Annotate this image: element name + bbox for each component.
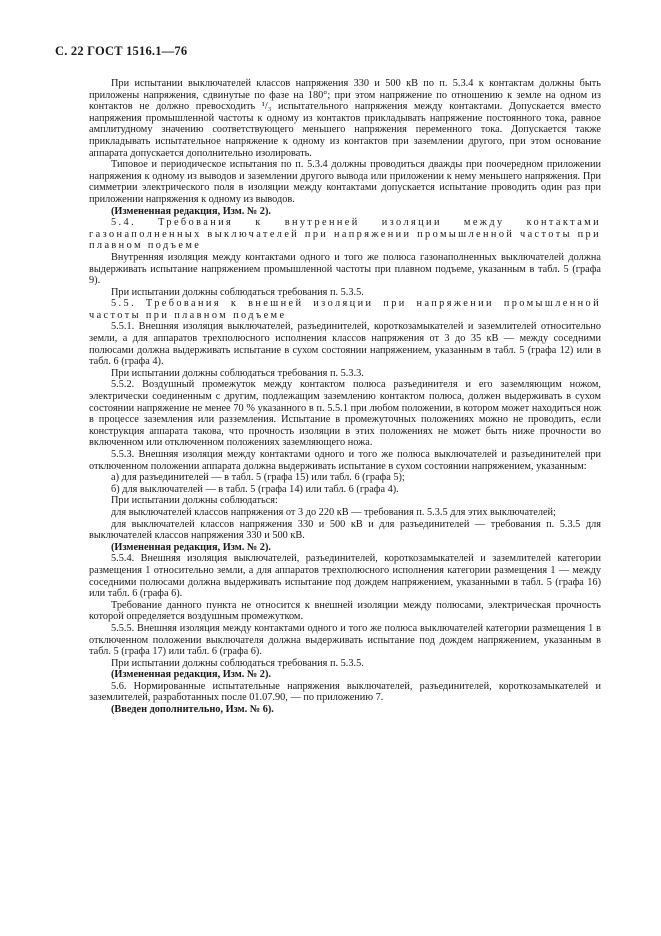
- document-body: [89, 78, 601, 716]
- paragraph: 5.5.5. Внешняя изоляция между контактами одного и того же полюса выключателей категории размещения 1 в отключенном положении выключателя должна выдерживать испытание под дождем напряжением, указанным в табл. 5 (графа 17) или табл. 6 (графа 6).: [89, 622, 601, 658]
- amendment-note: (Введен дополнительно, Изм. № 6).: [111, 704, 274, 716]
- section-heading: 5.4. Требования к внутренней изоляции между контактами газонаполненных выключателей при напряжении промышленной частоты при плавном подъеме: [89, 217, 601, 252]
- paragraph: При испытании должны соблюдаться требования п. 5.3.3.: [111, 367, 364, 379]
- amendment-note: (Измененная редакция, Изм. № 2).: [111, 205, 271, 217]
- paragraph: При испытании выключателей классов напряжения 330 и 500 кВ по п. 5.3.4 к контактам должны быть приложены напряжения, сдвинутые по фазе на 180°; при этом напряжение по отношению к земле на одном из контактов не должно превосходить ¹/₃ испытательного напряжения между контактами. Допускается вместо напряжения промышленной частоты к одному из контактов прикладывать напряжение постоянного тока, равное амплитудному значению соответствующего меньшего напряжения переменного тока. Допускается также прикладывать испытательное напряжение к одному из контактов при заземлении другого, при этом основание аппарата допускается дополнительно изолировать.: [89, 78, 601, 159]
- paragraph: для выключателей классов напряжения от 3 до 220 кВ — требования п. 5.3.5 для этих выключателей;: [111, 506, 556, 518]
- paragraph: Типовое и периодическое испытания по п. 5.3.4 должны проводиться дважды при поочередном приложении напряжения к одному из выводов и заземлении другого вывода или приложении к нему меньшего напряжения. При симметрии электрического поля в изоляции между контактами допускается испытание проводить один раз при приложении напряжения к одному из выводов.: [89, 159, 601, 205]
- amendment-note: (Измененная редакция, Изм. № 2).: [111, 541, 271, 553]
- paragraph: 5.5.4. Внешняя изоляция выключателей, разъединителей, короткозамыкателей и заземлителей категории размещения 1 относительно земли, а для аппаратов трехполюсного исполнения категории размещения 1 — между соседними полюсами должна выдерживать испытание под дождем напряжением, указанными в табл. 5 (графа 16) или табл. 6 (графа 6).: [89, 553, 601, 600]
- section-heading: 5.5. Требования к внешней изоляции при напряжении промышленной частоты при плавном подъеме: [89, 298, 601, 321]
- paragraph: Внутренняя изоляция между контактами одного и того же полюса газонаполненных выключателей должна выдерживать испытание напряжением промышленной частоты при плавном подъеме, указанным в табл. 5 (графа 9).: [89, 251, 601, 287]
- paragraph: 5.5.2. Воздушный промежуток между контактом полюса разъединителя и его заземляющим ножом, электрически соединенным с другим, подлежащим заземлению контактом полюса, должен выдерживать в сухом состоянии напряжение не менее 70 % указанного в п. 5.5.1 при любом положении, в котором может находиться нож в процессе заземления или разземления. Испытание в промежуточных положениях можно не проводить, если конструкция аппарата такова, что прочность изоляции в этих положениях не может быть ниже прочности во включенном или отключенном положениях заземляющего ножа.: [89, 379, 601, 449]
- paragraph: При испытании должны соблюдаться требования п. 5.3.5.: [111, 657, 364, 669]
- paragraph: Требование данного пункта не относится к внешней изоляции между полюсами, электрическая прочность которой определяется воздушным промежутком.: [89, 599, 601, 623]
- paragraph: а) для разъединителей — в табл. 5 (графа 15) или табл. 6 (графа 5);: [111, 472, 405, 484]
- paragraph: б) для выключателей — в табл. 5 (графа 14) или табл. 6 (графа 4).: [111, 483, 399, 495]
- paragraph: 5.5.1. Внешняя изоляция выключателей, разъединителей, короткозамыкателей и заземлителей относительно земли, а для аппаратов трехполюсного исполнения классов напряжения от 3 до 35 кВ — между соседними полюсами должна выдерживать испытание в сухом состоянии напряжением, указанным в табл. 5 (графа 12) или в табл. 6 (графа 4).: [89, 321, 601, 368]
- paragraph: При испытании должны соблюдаться требования п. 5.3.5.: [111, 286, 364, 298]
- paragraph: 5.5.3. Внешняя изоляция между контактами одного и того же полюса выключателей и разъединителей при отключенном положении аппарата должна выдерживать испытание в сухом состоянии напряжением, указанным:: [89, 449, 601, 472]
- paragraph: 5.6. Нормированные испытательные напряжения выключателей, разъединителей, короткозамыкателей и заземлителей, разработанных после 01.07.90, — по приложению 7.: [89, 680, 601, 704]
- paragraph: При испытании должны соблюдаться:: [111, 495, 278, 507]
- page-header: С. 22 ГОСТ 1516.1—76: [55, 44, 188, 58]
- paragraph: для выключателей классов напряжения 330 и 500 кВ и для разъединителей — требования п. 5.3.5 для выключателей классов напряжения 330 и 500 кВ.: [89, 518, 601, 542]
- amendment-note: (Измененная редакция, Изм. № 2).: [111, 669, 271, 681]
